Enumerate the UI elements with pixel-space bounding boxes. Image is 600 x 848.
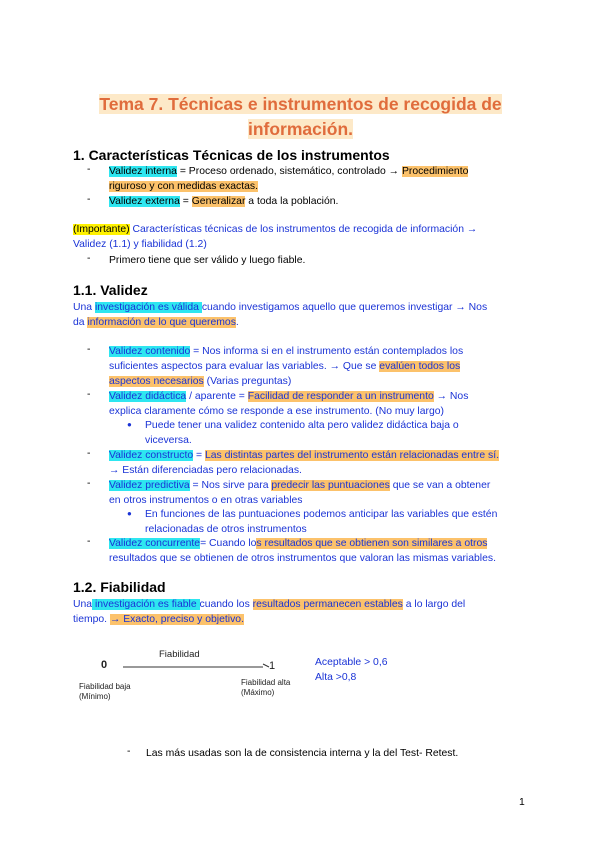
term-validez-interna: Validez interna [109, 166, 177, 177]
scale-zero: 0 [101, 659, 108, 671]
dash-bullet: - [87, 448, 91, 459]
dash-bullet: - [87, 164, 91, 175]
text: (Mínimo) [79, 692, 111, 701]
text: En funciones de las puntuaciones podemos anticipar las variables que estén [145, 509, 498, 520]
title-line-2: información. [247, 119, 353, 139]
text: Validez (1.1) y fiabilidad (1.2) [73, 239, 207, 251]
term-validez-externa: Validez externa [109, 196, 180, 207]
sub-bullet-predictiva [145, 507, 528, 537]
important-tag: (Importante) [73, 224, 130, 235]
text: da [73, 317, 88, 329]
text: Una [73, 302, 95, 313]
text: / aparente = [186, 391, 248, 402]
text: = Nos informa si en el instrumento están contemplados los [190, 346, 464, 357]
text: (Varias preguntas) [203, 376, 292, 388]
alta-label: Alta >0,8 [315, 672, 357, 683]
bullet-mas-usadas: Las más usadas son la de consistencia interna y la del Test- Retest. [146, 748, 459, 759]
dash-bullet: - [87, 478, 91, 489]
scale-one: 1 [269, 660, 276, 672]
dash-bullet: - [87, 536, 91, 547]
text: resultados que se obtienen de otros instrumentos que valoran las mismas variables. [109, 553, 496, 565]
text: en otros instrumentos o en otras variables [109, 495, 303, 507]
highlight: → Exacto, preciso y objetivo. [109, 614, 244, 626]
section-1-heading: 1. Características Técnicas de los instrumentos [73, 147, 390, 163]
highlight: s resultados que se obtienen son similares a otros [256, 538, 488, 549]
text: = Cuando lo [200, 538, 257, 549]
title-line-1: Tema 7. Técnicas e instrumentos de recogida de [99, 94, 502, 114]
dash-bullet: - [87, 253, 91, 264]
scale-high [241, 678, 290, 698]
text: = [193, 450, 205, 461]
dash-bullet: - [87, 389, 91, 400]
page-title [73, 92, 528, 142]
text: relacionadas de otros instrumentos [145, 524, 307, 536]
highlight: información de lo que queremos [87, 317, 236, 329]
dash-bullet: - [127, 746, 131, 757]
highlight: aspectos necesarios [109, 376, 204, 388]
highlight: Facilidad de responder a un instrumento [247, 391, 434, 402]
text: = [179, 196, 192, 207]
highlight: investigación es fiable [92, 599, 200, 610]
highlight: Generalizar [191, 196, 246, 207]
term: Validez didáctica [109, 391, 187, 402]
text: . [235, 317, 239, 329]
text: Fiabilidad baja [79, 682, 131, 691]
text: que se van a obtener [389, 480, 491, 491]
bullet-validez-interna [109, 164, 528, 194]
text: explica claramente cómo se responde a ese instrumento. (No muy largo) [109, 406, 444, 418]
highlight: evalúen todos los [379, 361, 461, 373]
bullet-primero: Primero tiene que ser válido y luego fiable. [109, 255, 306, 266]
fiabilidad-scale-figure [73, 642, 303, 710]
text: viceversa. [145, 435, 192, 447]
dot-bullet: ● [127, 509, 132, 518]
bullet-validez-constructo [109, 448, 528, 478]
bullet-validez-concurrente [109, 536, 528, 566]
text: (Máximo) [241, 688, 275, 697]
text: a toda la población. [245, 196, 339, 207]
bullet-validez-contenido [109, 344, 528, 390]
text: tiempo. [73, 614, 110, 626]
important-note [73, 222, 528, 252]
section-1-1-heading: 1.1. Validez [73, 282, 148, 298]
dot-bullet: ● [127, 420, 132, 429]
page-number: 1 [519, 797, 525, 808]
validez-intro [73, 300, 528, 330]
dash-bullet: - [87, 344, 91, 355]
bullet-validez-predictiva [109, 478, 528, 508]
section-1-2-heading: 1.2. Fiabilidad [73, 579, 166, 595]
term: Validez constructo [109, 450, 194, 461]
text: = Nos sirve para [189, 480, 272, 491]
sub-bullet-didactica [145, 418, 528, 448]
text: Una [73, 599, 93, 610]
highlight: Procedimiento [401, 166, 469, 177]
text: Características técnicas de los instrumentos de recogida de información → [129, 224, 478, 235]
text: Fiabilidad alta [241, 678, 291, 687]
aceptable-label: Aceptable > 0,6 [315, 657, 388, 668]
dash-bullet: - [87, 194, 91, 205]
text: a lo largo del [402, 599, 466, 610]
highlight: resultados permanecen estables [252, 599, 403, 610]
text: Puede tener una validez contenido alta pero validez didáctica baja o [145, 420, 459, 431]
bullet-validez-externa [109, 194, 528, 209]
scale-low [79, 682, 131, 702]
highlight: predecir las puntuaciones [271, 480, 390, 491]
term: Validez contenido [109, 346, 191, 357]
text: suficientes aspectos para evaluar las variables. → Que se [109, 361, 380, 373]
term: Validez predictiva [109, 480, 190, 491]
bullet-validez-didactica [109, 389, 528, 419]
highlight: Las distintas partes del instrumento están relacionadas entre sí. [204, 450, 499, 461]
text: → Están diferenciadas pero relacionadas. [109, 465, 302, 477]
highlight: riguroso y con medidas exactas. [109, 181, 259, 193]
fiabilidad-intro [73, 597, 528, 627]
scale-label: Fiabilidad [159, 649, 200, 660]
highlight: investigación es válida [94, 302, 202, 313]
text: cuando investigamos aquello que queremos investigar → Nos [201, 302, 488, 313]
text: cuando los [199, 599, 253, 610]
text: → Nos [433, 391, 469, 402]
text: = Proceso ordenado, sistemático, controlado → [176, 166, 402, 177]
term: Validez concurrente [109, 538, 201, 549]
